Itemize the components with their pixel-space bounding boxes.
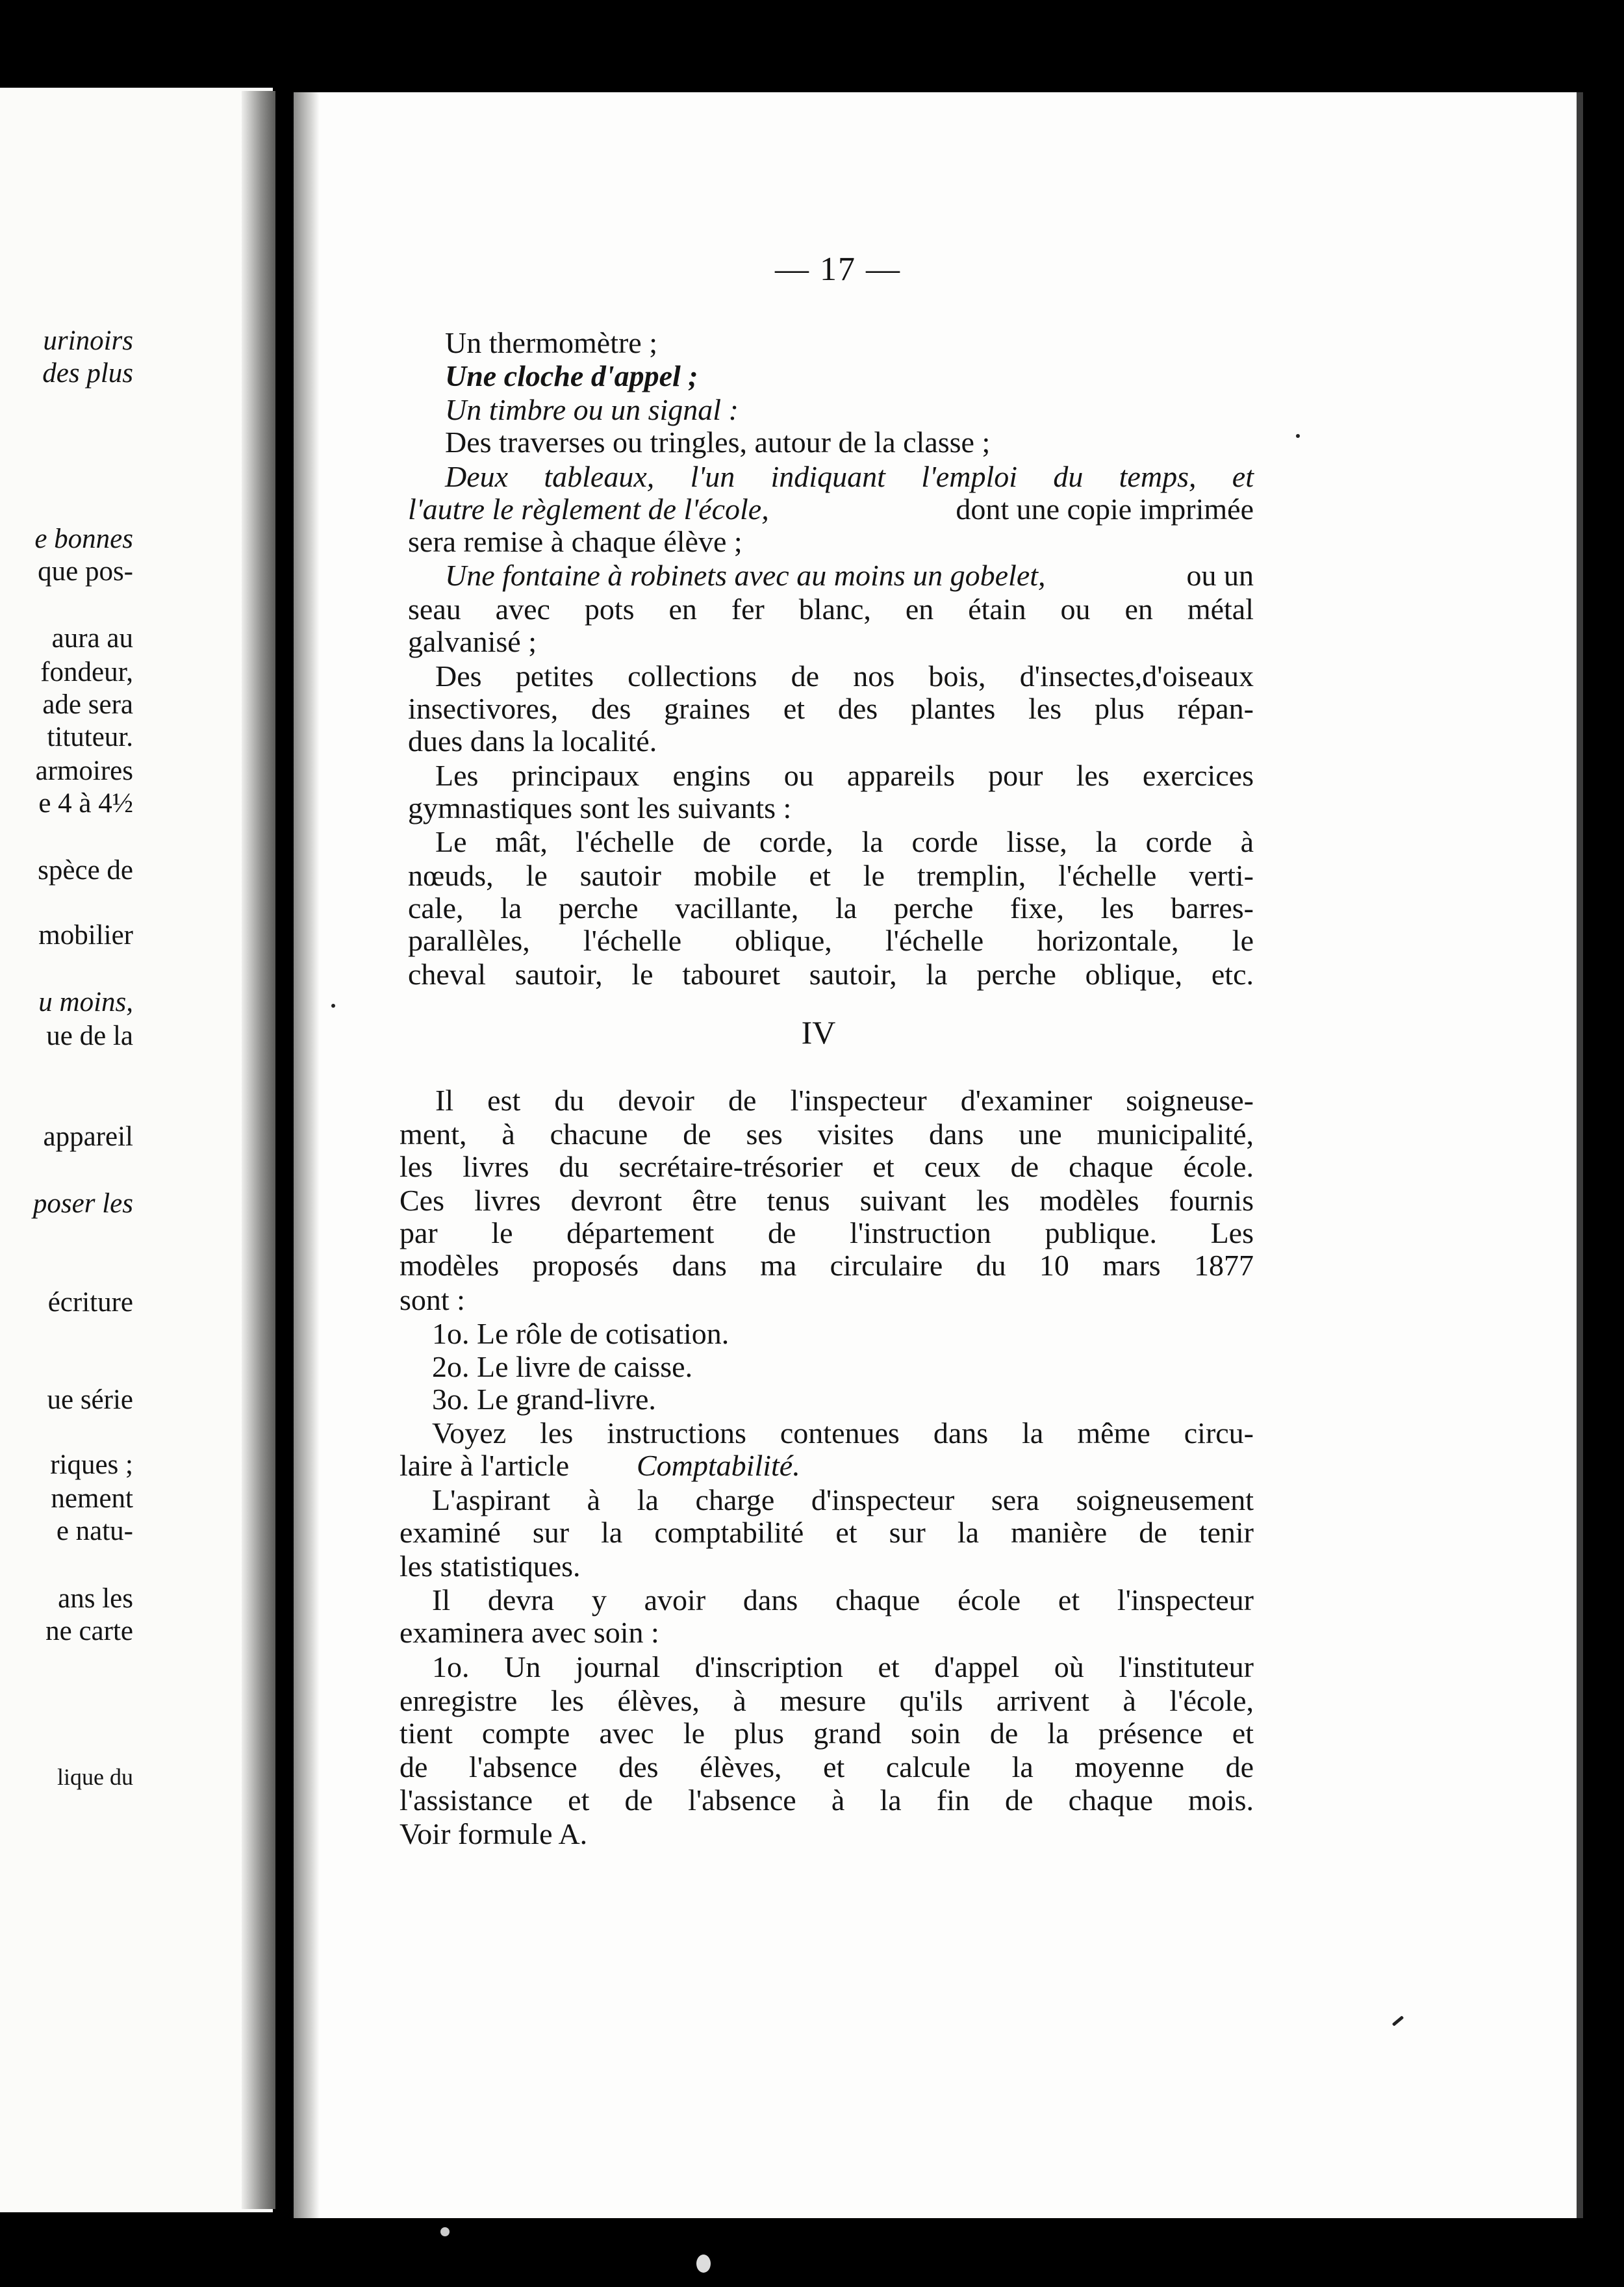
left-line: ans les [58,1583,133,1614]
text-line: laire à l'article [400,1449,570,1482]
text-line: l'autre le règlement de l'école, [408,492,769,526]
text-line: parallèles, l'échelle oblique, l'échelle horizontale, le [408,924,1254,957]
text-line: Les principaux engins ou appareils pour les exercices [435,759,1254,792]
text-line: ou un [1186,559,1254,592]
left-line: u moins, [38,987,133,1017]
left-line: ue série [47,1385,133,1415]
text-line: cale, la perche vacillante, la perche fixe, les barres- [408,891,1254,925]
left-line: nement [51,1483,133,1514]
text-line: Un timbre ou un signal : [445,393,739,426]
main-page-gutter-shadow [294,92,320,2218]
text-line: 1o. Un journal d'inscription et d'appel où l'instituteur [432,1650,1254,1683]
left-line: mobilier [38,920,133,951]
scan-speck [696,2255,711,2273]
left-line: des plus [42,358,133,389]
text-line: les livres du secrétaire-trésorier et ceux de chaque école. [400,1150,1254,1183]
left-line: que pos- [38,556,133,587]
left-line: appareil [43,1121,133,1152]
text-line: cheval sautoir, le tabouret sautoir, la perche oblique, etc. [408,958,1254,991]
text-line: modèles proposés dans ma circulaire du 10 mars 1877 [400,1249,1254,1282]
left-line: urinoirs [43,326,133,356]
left-line: ne carte [45,1616,133,1646]
left-line: e bonnes [34,524,133,554]
left-line: e 4 à 4½ [38,788,133,819]
text-line: enregistre les élèves, à mesure qu'ils arrivent à l'école, [400,1684,1254,1717]
text-line: sont : [400,1283,465,1316]
text-line: 2o. Le livre de caisse. [432,1350,693,1383]
text-line: sera remise à chaque élève ; [408,525,742,558]
text-line: nœuds, le sautoir mobile et le tremplin, l'échelle verti- [408,859,1254,892]
section-heading: IV [801,1014,836,1051]
text-line: Il est du devoir de l'inspecteur d'examiner soigneuse- [435,1084,1254,1117]
left-line: fondeur, [40,657,133,687]
text-line: Des traverses ou tringles, autour de la classe ; [445,426,991,459]
text-line: Des petites collections de nos bois, d'insectes,d'oiseaux [435,659,1254,693]
left-line: armoires [35,756,133,786]
text-line: seau avec pots en fer blanc, en étain ou en métal [408,593,1254,626]
text-line: l'assistance et de l'absence à la fin de chaque mois. [400,1783,1254,1817]
left-page [0,88,273,2212]
text-line: Voyez les instructions contenues dans la même circu- [432,1416,1254,1450]
scan-speck [331,1004,335,1008]
text-line: Voir formule A. [400,1817,588,1850]
main-page-edge [1577,92,1583,2218]
text-line: 1o. Le rôle de cotisation. [432,1317,730,1350]
scan-speck [440,2227,450,2236]
text-line: ment, à chacune de ses visites dans une municipalité, [400,1118,1254,1151]
left-line: ade sera [42,689,133,720]
left-line: écriture [47,1287,133,1318]
text-line: Une fontaine à robinets avec au moins un gobelet, [445,559,1046,592]
text-line: examinera avec soin : [400,1616,659,1649]
text-line: examiné sur la comptabilité et sur la manière de tenir [400,1516,1254,1549]
text-line: tient compte avec le plus grand soin de la présence et [400,1717,1254,1750]
left-line: aura au [51,623,133,654]
text-line: Un thermomètre ; [445,326,658,359]
left-line: e natu- [56,1516,133,1546]
text-line: dues dans la localité. [408,724,657,758]
text-line: Comptabilité. [637,1449,800,1482]
text-line: Il devra y avoir dans chaque école et l'inspecteur [432,1583,1254,1616]
left-page-gutter-shadow [242,91,275,2209]
scan-speck [1296,434,1300,438]
text-line: par le département de l'instruction publique. Les [400,1216,1254,1249]
text-line: Ces livres devront être tenus suivant les modèles fournis [400,1184,1254,1217]
left-line: poser les [32,1188,133,1219]
text-line: galvanisé ; [408,625,537,658]
left-line: lique du [57,1764,133,1790]
text-line: de l'absence des élèves, et calcule la moyenne de [400,1750,1254,1783]
left-line: tituteur. [47,722,133,752]
text-line: dont une copie imprimée [956,492,1254,526]
text-line: insectivores, des graines et des plantes les plus répan- [408,692,1254,725]
left-line: riques ; [50,1450,133,1480]
text-line: gymnastiques sont les suivants : [408,791,792,824]
text-line: 3o. Le grand-livre. [432,1383,656,1416]
text-line: Le mât, l'échelle de corde, la corde lisse, la corde à [435,825,1254,858]
text-line: L'aspirant à la charge d'inspecteur sera soigneusement [432,1483,1254,1516]
text-line: les statistiques. [400,1550,581,1583]
text-line: Une cloche d'appel ; [445,359,698,392]
left-line: spèce de [38,855,133,886]
text-line: Deux tableaux, l'un indiquant l'emploi du temps, et [445,460,1254,493]
left-line: ue de la [46,1021,133,1051]
page-number: — 17 — [775,251,901,288]
